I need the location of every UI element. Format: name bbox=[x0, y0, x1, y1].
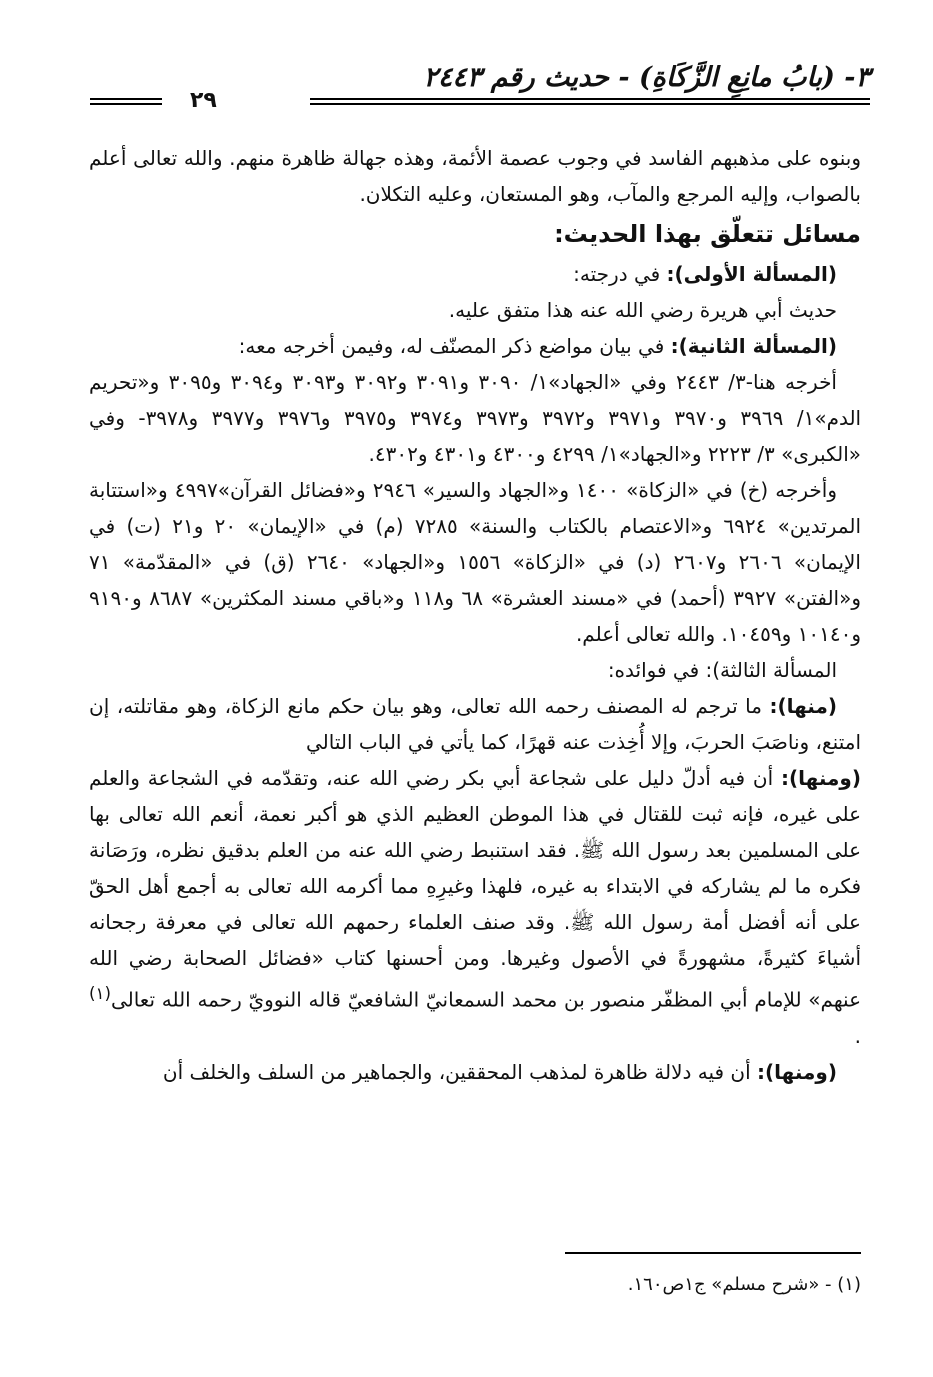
footnote-ref: (١) bbox=[89, 984, 111, 1003]
question-label: (المسألة الثانية): bbox=[670, 334, 837, 358]
benefit-label: (ومنها): bbox=[757, 1059, 837, 1084]
question-heading bbox=[89, 256, 861, 292]
paragraph: أخرجه هنا-٣/ ٢٤٤٣ وفي «الجهاد»١/ ٣٠٩٠ و٣٠٩١ و٣٠٩٢ و٣٠٩٣ و٣٠٩٤ و٣٠٩٥ و«تحريم الدم»١/ ٣٩٦٩ و٣٩٧٠ و٣٩٧١ و٣٩٧٢ و٣٩٧٣ و٣٩٧٤ و٣٩٧٥ و٣٩٧٦ و٣٩٧٧ و٣٩٧٨- وفي «الكبرى» ٣/ ٢٢٢٣ و«الجهاد»١/ ٤٢٩٩ و٤٣٠٠ و٤٣٠١ و٤٣٠٢. bbox=[89, 370, 862, 466]
question-label: المسألة الثالثة): bbox=[705, 658, 837, 682]
page-header bbox=[90, 62, 870, 118]
paragraph bbox=[89, 688, 861, 760]
benefit-text: ما ترجم له المصنف رحمه الله تعالى، وهو بيان حكم مانع الزكاة، وهو مقاتلته، إن امتنع، وناصَبَ الحربَ، وإلا أُخِذت عنه قهرًا، كما يأتي في الباب التالي bbox=[89, 694, 861, 754]
footnote: (١) - «شرح مسلم» ج١ص١٦٠. bbox=[627, 1274, 861, 1295]
chapter-title: ٣- (بابُ مانِعِ الزَّكَاةِ) - حديث رقم ٢٤٤٣ bbox=[423, 62, 870, 93]
question-heading bbox=[89, 328, 861, 364]
benefit-label: (منها): bbox=[769, 694, 837, 718]
paragraph bbox=[89, 760, 861, 1054]
header-rule bbox=[310, 98, 870, 105]
section-heading: مسائل تتعلّق بهذا الحديث: bbox=[554, 220, 861, 248]
benefit-end: . bbox=[854, 1023, 861, 1048]
paragraph: وبنوه على مذهبهم الفاسد في وجوب عصمة الأئمة، وهذه جهالة ظاهرة منهم. والله تعالى أعلم بالصواب، وإليه المرجع والمآب، وهو المستعان، وعليه التكلان. bbox=[89, 146, 861, 206]
question-title: في فوائده: bbox=[607, 658, 706, 682]
paragraph: حديث أبي هريرة رضي الله عنه هذا متفق عليه. bbox=[448, 298, 837, 322]
benefit-label: (ومنها): bbox=[781, 766, 861, 790]
header-rule-short bbox=[90, 98, 162, 105]
footnote-rule bbox=[565, 1252, 861, 1254]
main-text bbox=[89, 140, 861, 1090]
paragraph: وأخرجه (خ) في «الزكاة» ١٤٠٠ و«الجهاد والسير» ٢٩٤٦ و«فضائل القرآن»٤٩٩٧ و«استتابة المرتدين» ٦٩٢٤ و«الاعتصام بالكتاب والسنة» ٧٢٨٥ (م) في «الإيمان» ٢٠ و٢١ (ت) في الإيمان» ٢٦٠٦ و٢٦٠٧ (د) في «الزكاة» ١٥٥٦ و«الجهاد» ٢٦٤٠ (ق) في «المقدّمة» ٧١ و«الفتن» ٣٩٢٧ (أحمد) في «مسند العشرة» ٦٨ و١١٨ و«باقي مسند المكثرين» ٨٦٨٧ و٩١٩٠ و١٠١٤٠ و١٠٤٥٩. والله تعالى أعلم. bbox=[89, 478, 862, 646]
question-heading bbox=[89, 652, 861, 688]
benefit-text: أن فيه دلالة ظاهرة لمذهب المحققين، والجماهير من السلف والخلف أن bbox=[162, 1059, 758, 1084]
paragraph bbox=[89, 1054, 861, 1090]
question-title: في بيان مواضع ذكر المصنّف له، وفيمن أخرجه معه: bbox=[238, 334, 671, 358]
benefit-text: أن فيه أدلّ دليل على شجاعة أبي بكر رضي الله عنه، وتقدّمه في الشجاعة والعلم على غيره، فإنه ثبت للقتال في هذا الموطن العظيم الذي هو أكبر نعمة، أنعم الله تعالى بها على المسلمين بعد رسول الله ﷺ. فقد استنبط رضي الله عنه من العلم بدقيق نظره، ورَصَانة فكره ما لم يشاركه في الابتداء به غيره، فلهذا وغيرِهِ مما أكرمه الله تعالى به أجمع أهل الحقّ على أنه أفضل أمة رسول الله ﷺ. وقد صنف العلماء رحمهم الله تعالى في معرفة رجحانه أشياءَ كثيرةً، مشهورةً في الأصول وغيرها. ومن أحسنها كتاب «فضائل الصحابة رضي الله عنهم» للإمام أبي المظفّر منصور بن محمد السمعانيّ الشافعيّ قاله النوويّ رحمه الله تعالى bbox=[89, 766, 861, 1012]
question-title: في درجته: bbox=[573, 262, 667, 286]
page-number: ٢٩ bbox=[190, 88, 217, 113]
question-label: (المسألة الأولى): bbox=[666, 262, 837, 286]
